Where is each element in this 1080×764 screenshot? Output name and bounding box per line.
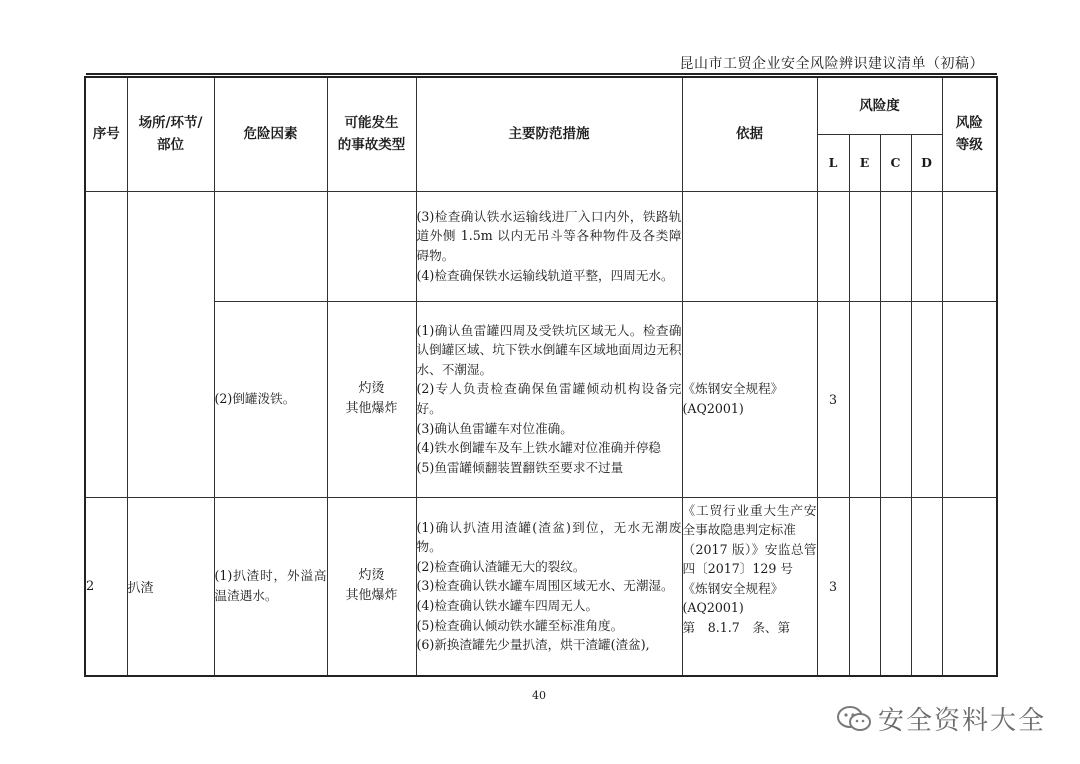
row-risk-c <box>880 191 911 301</box>
watermark <box>836 700 1046 737</box>
header-risk-degree: 风险度 <box>817 77 942 134</box>
header-location-line2: 部位 <box>157 137 184 154</box>
table-row <box>85 301 997 497</box>
row-accident-type <box>327 301 416 497</box>
row-risk-c <box>880 301 911 497</box>
row-index <box>85 191 127 497</box>
header-measures: 主要防范措施 <box>416 77 682 191</box>
row-index: 2 <box>85 497 127 676</box>
row-risk-e <box>849 301 880 497</box>
row-risk-l: 3 <box>817 301 849 497</box>
measure-item: (5)检查确认倾动铁水罐至标准角度。 <box>416 617 624 633</box>
measure-item: (4)检查确认铁水罐车四周无人。 <box>416 598 599 614</box>
row-hazard: (2)倒罐泼铁。 <box>214 301 327 497</box>
header-accident-type <box>327 77 416 191</box>
header-risk-d: D <box>911 134 942 191</box>
measure-item: (2)检查确认渣罐无大的裂纹。 <box>416 558 586 574</box>
measure-item: (3)检查确认铁水运输线进厂入口内外，铁路轨道外侧 1.5m 以内无吊斗等各种物件及各类障碍物。 <box>416 208 682 263</box>
header-location-line1: 场所/环节/ <box>138 115 203 132</box>
header-index: 序号 <box>85 77 127 191</box>
measure-item: (5)鱼雷罐倾翻装置翻铁至要求不过量 <box>416 459 624 475</box>
row-location: 扒渣 <box>127 497 214 676</box>
measure-item: (6)新换渣罐先少量扒渣，烘干渣罐(渣盆), <box>416 637 650 653</box>
page-number: 40 <box>532 689 546 702</box>
measure-item: (4)铁水倒罐车及车上铁水罐对位准确并停稳 <box>416 440 662 456</box>
header-risk-level-line2: 等级 <box>955 137 983 154</box>
header-rule <box>86 73 997 75</box>
basis-item: 《炼钢安全规程》 <box>682 381 784 397</box>
measure-item: (2)专人负责检查确保鱼雷罐倾动机构设备完好。 <box>416 381 682 416</box>
row-risk-c <box>880 497 911 676</box>
basis-item: 《炼钢安全规程》 <box>682 580 784 596</box>
row-accident-type <box>327 191 416 301</box>
basis-item: 第 8.1.7 条、第 <box>682 620 791 636</box>
accident-type-item: 灼烫 <box>358 381 385 396</box>
header-risk-level <box>942 77 997 191</box>
row-risk-d <box>911 301 942 497</box>
row-basis <box>682 301 817 497</box>
row-hazard: (1)扒渣时，外溢高温渣遇水。 <box>214 497 327 676</box>
row-risk-l: 3 <box>817 497 849 676</box>
row-risk-e <box>849 191 880 301</box>
wechat-icon <box>836 705 872 733</box>
table-row <box>85 497 997 676</box>
measure-item: (1)确认鱼雷罐四周及受铁坑区域无人。检查确认倒罐区域、坑下铁水倒罐车区域地面周边无积水、不潮湿。 <box>416 322 682 377</box>
row-risk-l <box>817 191 849 301</box>
watermark-text: 安全资料大全 <box>877 706 1046 736</box>
row-measures <box>416 301 682 497</box>
measure-item: (1)确认扒渣用渣罐(渣盆)到位，无水无潮废物。 <box>416 519 682 555</box>
row-location <box>127 191 214 497</box>
row-risk-level <box>942 191 997 301</box>
row-risk-level <box>942 301 997 497</box>
basis-item: （2017 版）》安监总管四〔2017〕129 号 <box>682 541 817 577</box>
row-hazard <box>214 191 327 301</box>
row-measures <box>416 497 682 676</box>
measure-item: (3)检查确认铁水罐车周围区域无水、无潮湿。 <box>416 578 674 594</box>
header-basis: 依据 <box>682 77 817 191</box>
header-risk-c: C <box>880 134 911 191</box>
row-basis <box>682 191 817 301</box>
header-accident-type-line2: 的事故类型 <box>337 137 406 154</box>
row-risk-level <box>942 497 997 676</box>
row-risk-d <box>911 497 942 676</box>
row-measures <box>416 191 682 301</box>
basis-item: (AQ2001) <box>682 401 744 416</box>
header-risk-l: L <box>817 134 849 191</box>
row-basis <box>682 497 817 676</box>
accident-type-item: 其他爆炸 <box>345 401 398 416</box>
accident-type-item: 其他爆炸 <box>345 588 398 604</box>
basis-item: 《工贸行业重大生产安全事故隐患判定标准 <box>682 502 817 538</box>
header-accident-type-line1: 可能发生 <box>344 115 399 132</box>
row-risk-d <box>911 191 942 301</box>
header-risk-level-line1: 风险 <box>955 115 983 132</box>
document-title: 昆山市工贸企业安全风险辨识建议清单（初稿） <box>679 56 984 72</box>
header-location <box>127 77 214 191</box>
header-risk-e: E <box>849 134 880 191</box>
basis-item: (AQ2001) <box>682 600 744 616</box>
header-hazard: 危险因素 <box>214 77 327 191</box>
measure-item: (3)确认鱼雷罐车对位准确。 <box>416 420 573 436</box>
accident-type-item: 灼烫 <box>358 568 385 584</box>
measure-item: (4)检查确保铁水运输线轨道平整，四周无水。 <box>416 267 674 283</box>
row-risk-e <box>849 497 880 676</box>
risk-table <box>84 76 998 677</box>
table-row <box>85 191 997 301</box>
row-accident-type <box>327 497 416 676</box>
